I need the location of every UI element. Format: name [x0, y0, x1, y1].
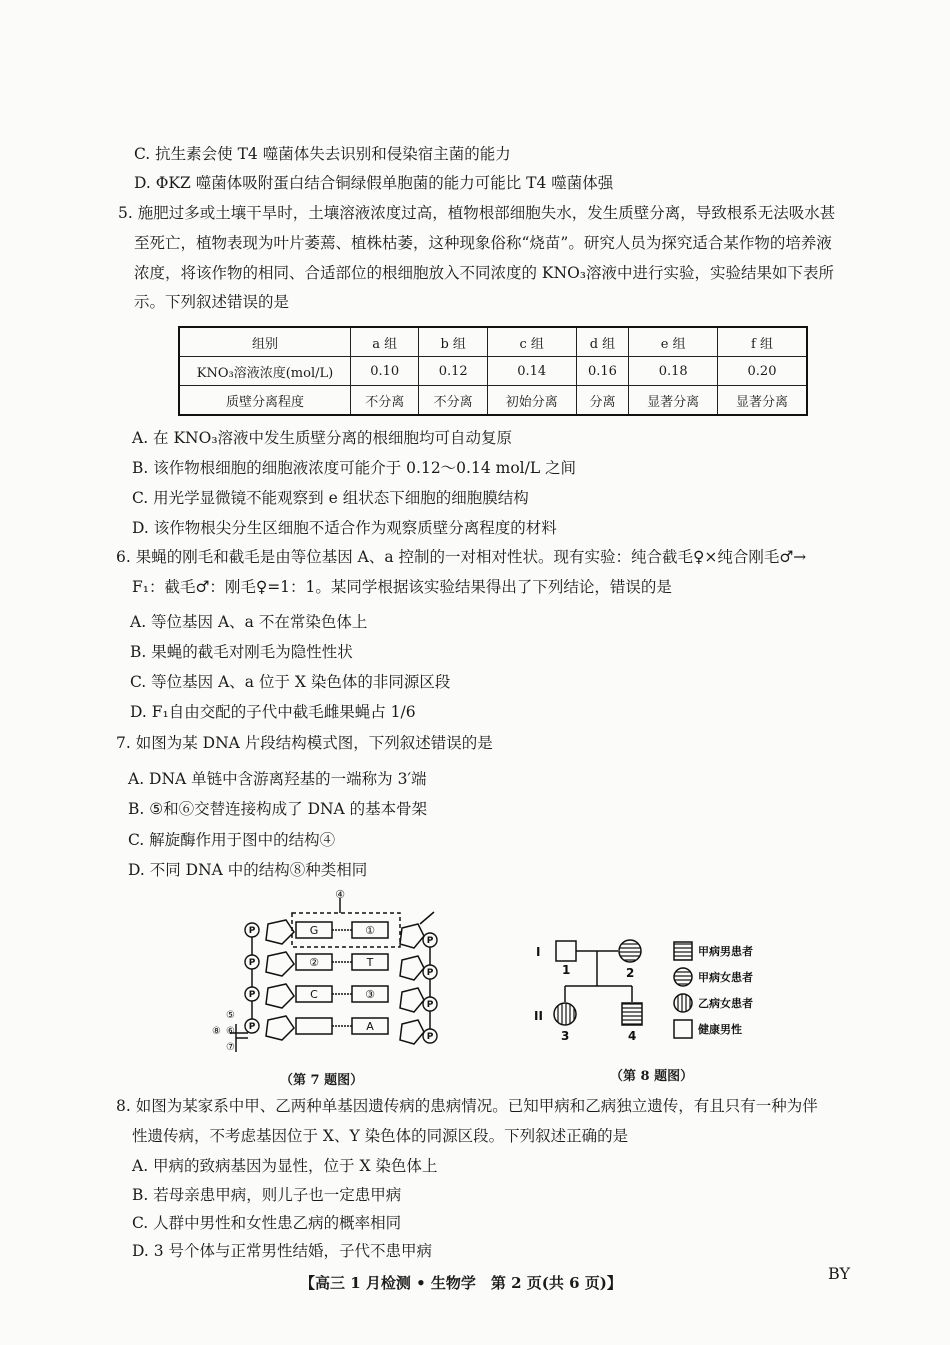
table-row: [179, 386, 807, 416]
table-cell: 0.18: [629, 357, 718, 386]
generation-1-label: I: [536, 945, 541, 959]
base-label: A: [366, 1020, 374, 1033]
base-label: G: [309, 924, 319, 937]
table-cell: e 组: [629, 327, 718, 357]
label-6: ⑥: [226, 1026, 235, 1037]
phosphate-label: P: [426, 1032, 434, 1042]
table-cell: 初始分离: [487, 386, 576, 416]
q8-option-c: C. 人群中男性和女性患乙病的概率相同: [132, 1214, 402, 1232]
q5-option-c: C. 用光学显微镜不能观察到 e 组状态下细胞的细胞膜结构: [132, 489, 529, 507]
table-cell: 0.14: [487, 357, 576, 386]
table-row: [179, 357, 807, 386]
individual-1: [556, 941, 576, 961]
q6-option-b: B. 果蝇的截毛对刚毛为隐性性状: [130, 643, 353, 661]
page-footer: 【高三 1 月检测 • 生物学 第 2 页(共 6 页)】: [300, 1274, 622, 1292]
table-cell: 组别: [179, 327, 351, 357]
id-label: 4: [628, 1029, 637, 1043]
table-cell: b 组: [419, 327, 487, 357]
table-cell: c 组: [487, 327, 576, 357]
q6-option-d: D. F₁自由交配的子代中截毛雌果蝇占 1/6: [130, 703, 416, 721]
id-label: 2: [626, 966, 635, 980]
legend-label: 健康男性: [698, 1023, 742, 1036]
legend-symbol: [674, 994, 692, 1012]
label-4: ④: [335, 888, 345, 901]
table-cell: d 组: [576, 327, 629, 357]
base-label: ①: [365, 924, 375, 937]
dna-structure-diagram: [212, 888, 450, 1063]
q6-option-c: C. 等位基因 A、a 位于 X 染色体的非同源区段: [130, 673, 451, 691]
legend-symbol: [674, 968, 692, 986]
legend-symbol: [674, 942, 692, 960]
base-label: T: [366, 956, 374, 969]
phosphate-label: P: [248, 926, 256, 936]
generation-2-label: II: [534, 1009, 543, 1023]
table-cell: 不分离: [351, 386, 419, 416]
legend-symbol: [674, 1020, 692, 1038]
fig8-caption: （第 8 题图）: [610, 1069, 694, 1084]
individual-2: [619, 940, 641, 962]
label-7: ⑦: [226, 1042, 235, 1053]
table-cell: KNO₃溶液浓度(mol/L): [179, 357, 351, 386]
q5-option-a: A. 在 KNO₃溶液中发生质壁分离的根细胞均可自动复原: [132, 429, 513, 447]
phosphate-label: P: [248, 958, 256, 968]
table-row: [179, 327, 807, 357]
base-label: ③: [365, 988, 375, 1001]
q8-stem-line2: 性遗传病，不考虑基因位于 X、Y 染色体的同源区段。下列叙述正确的是: [132, 1127, 629, 1145]
q5-stem-line1: 5. 施肥过多或土壤干旱时，土壤溶液浓度过高，植物根部细胞失水，发生质壁分离，导致根系无法吸水甚: [118, 204, 836, 222]
legend-label: 甲病男患者: [698, 945, 753, 958]
table-cell: 0.10: [351, 357, 419, 386]
phosphate-label: P: [426, 936, 434, 946]
q8-stem-line1: 8. 如图为某家系中甲、乙两种单基因遗传病的患病情况。已知甲病和乙病独立遗传，有且只有一种为伴: [116, 1097, 818, 1115]
table-cell: 质壁分离程度: [179, 386, 351, 416]
table-cell: 0.12: [419, 357, 487, 386]
phosphate-label: P: [248, 1022, 256, 1032]
q7-stem: 7. 如图为某 DNA 片段结构模式图，下列叙述错误的是: [116, 734, 493, 752]
q5-stem-line4: 示。下列叙述错误的是: [134, 293, 290, 311]
q8-option-d: D. 3 号个体与正常男性结婚，子代不患甲病: [132, 1242, 433, 1260]
q5-option-d: D. 该作物根尖分生区细胞不适合作为观察质壁分离程度的材料: [132, 519, 557, 537]
pedigree-diagram: [528, 930, 778, 1050]
q7-option-a: A. DNA 单链中含游离羟基的一端称为 3′端: [128, 770, 427, 788]
table-cell: f 组: [718, 327, 807, 357]
phosphate-label: P: [426, 1000, 434, 1010]
individual-3: [554, 1003, 576, 1025]
q6-stem-line2: F₁：截毛♂：刚毛♀=1：1。某同学根据该实验结果得出了下列结论，错误的是: [132, 578, 672, 596]
q4-option-d: D. ΦKZ 噬菌体吸附蛋白结合铜绿假单胞菌的能力可能比 T4 噬菌体强: [134, 174, 614, 192]
table-cell: 显著分离: [718, 386, 807, 416]
q8-option-b: B. 若母亲患甲病，则儿子也一定患甲病: [132, 1186, 402, 1204]
fig7-caption: （第 7 题图）: [280, 1073, 364, 1088]
phosphate-label: P: [248, 990, 256, 1000]
legend-label: 甲病女患者: [698, 971, 753, 984]
table-cell: 0.16: [576, 357, 629, 386]
id-label: 3: [561, 1029, 570, 1043]
base-label: C: [310, 988, 318, 1001]
table-cell: 显著分离: [629, 386, 718, 416]
exam-code: BY: [828, 1264, 851, 1283]
individual-4: [622, 1003, 642, 1025]
base-label: ②: [309, 956, 319, 969]
q6-stem-line1: 6. 果蝇的刚毛和截毛是由等位基因 A、a 控制的一对相对性状。现有实验：纯合截毛♀×纯合刚毛♂→: [116, 548, 807, 566]
label-5: ⑤: [226, 1010, 235, 1021]
q7-option-c: C. 解旋酶作用于图中的结构④: [128, 831, 336, 849]
q7-option-b: B. ⑤和⑥交替连接构成了 DNA 的基本骨架: [128, 800, 428, 818]
q6-option-a: A. 等位基因 A、a 不在常染色体上: [130, 613, 368, 631]
q8-option-a: A. 甲病的致病基因为显性，位于 X 染色体上: [132, 1157, 438, 1175]
table-cell: 不分离: [419, 386, 487, 416]
label-8: ⑧: [212, 1026, 221, 1037]
table-cell: 分离: [576, 386, 629, 416]
table-cell: 0.20: [718, 357, 807, 386]
q7-option-d: D. 不同 DNA 中的结构⑧种类相同: [128, 861, 368, 879]
q5-data-table: [178, 326, 808, 416]
id-label: 1: [562, 963, 571, 977]
phosphate-label: P: [426, 968, 434, 978]
q5-option-b: B. 该作物根细胞的细胞液浓度可能介于 0.12～0.14 mol/L 之间: [132, 459, 577, 477]
q5-stem-line3: 浓度，将该作物的相同、合适部位的根细胞放入不同浓度的 KNO₃溶液中进行实验，实验结果如下表所: [134, 264, 834, 282]
q4-option-c: C. 抗生素会使 T4 噬菌体失去识别和侵染宿主菌的能力: [134, 145, 511, 163]
table-cell: a 组: [351, 327, 419, 357]
q5-stem-line2: 至死亡，植物表现为叶片萎蔫、植株枯萎，这种现象俗称“烧苗”。研究人员为探究适合某作物的培养液: [134, 234, 832, 252]
legend-label: 乙病女患者: [698, 997, 753, 1010]
